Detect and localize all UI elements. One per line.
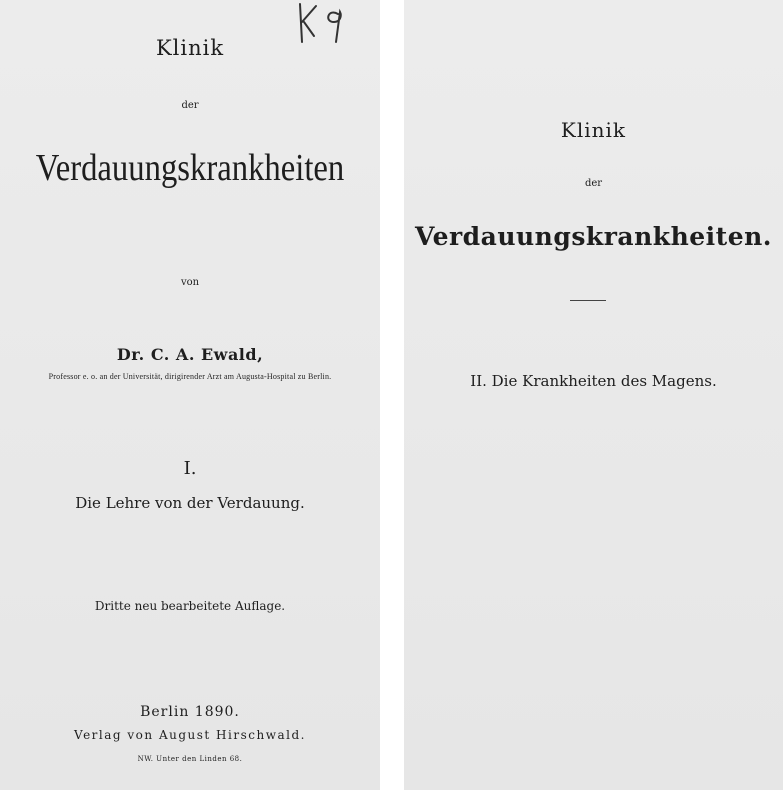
author-affiliation: Professor e. o. an der Universität, dirigirender Arzt am Augusta-Hospital zu Berlin. [48, 372, 332, 381]
title-line-2: der [584, 178, 603, 189]
by-label: von [180, 277, 200, 288]
edition-note: Dritte neu bearbeitete Auflage. [94, 599, 286, 613]
title-line-2: der [181, 100, 199, 111]
title-line-1: Klinik [155, 36, 225, 60]
volume-title: II. Die Krankheiten des Magens. [470, 372, 717, 390]
main-title: Verdauungskrankheiten [35, 147, 345, 189]
author-name: Dr. C. A. Ewald, [116, 345, 264, 364]
left-title-page [0, 0, 380, 790]
publisher: Verlag von August Hirschwald. [74, 728, 306, 742]
place-year: Berlin 1890. [140, 704, 240, 720]
volume-title: Die Lehre von der Verdauung. [75, 494, 305, 512]
right-half-title-page [404, 0, 783, 790]
main-title: Verdauungskrankheiten. [414, 222, 773, 251]
divider [570, 300, 606, 301]
volume-number: I. [183, 458, 197, 479]
title-line-1: Klinik [560, 118, 627, 142]
publisher-address: NW. Unter den Linden 68. [137, 755, 243, 763]
